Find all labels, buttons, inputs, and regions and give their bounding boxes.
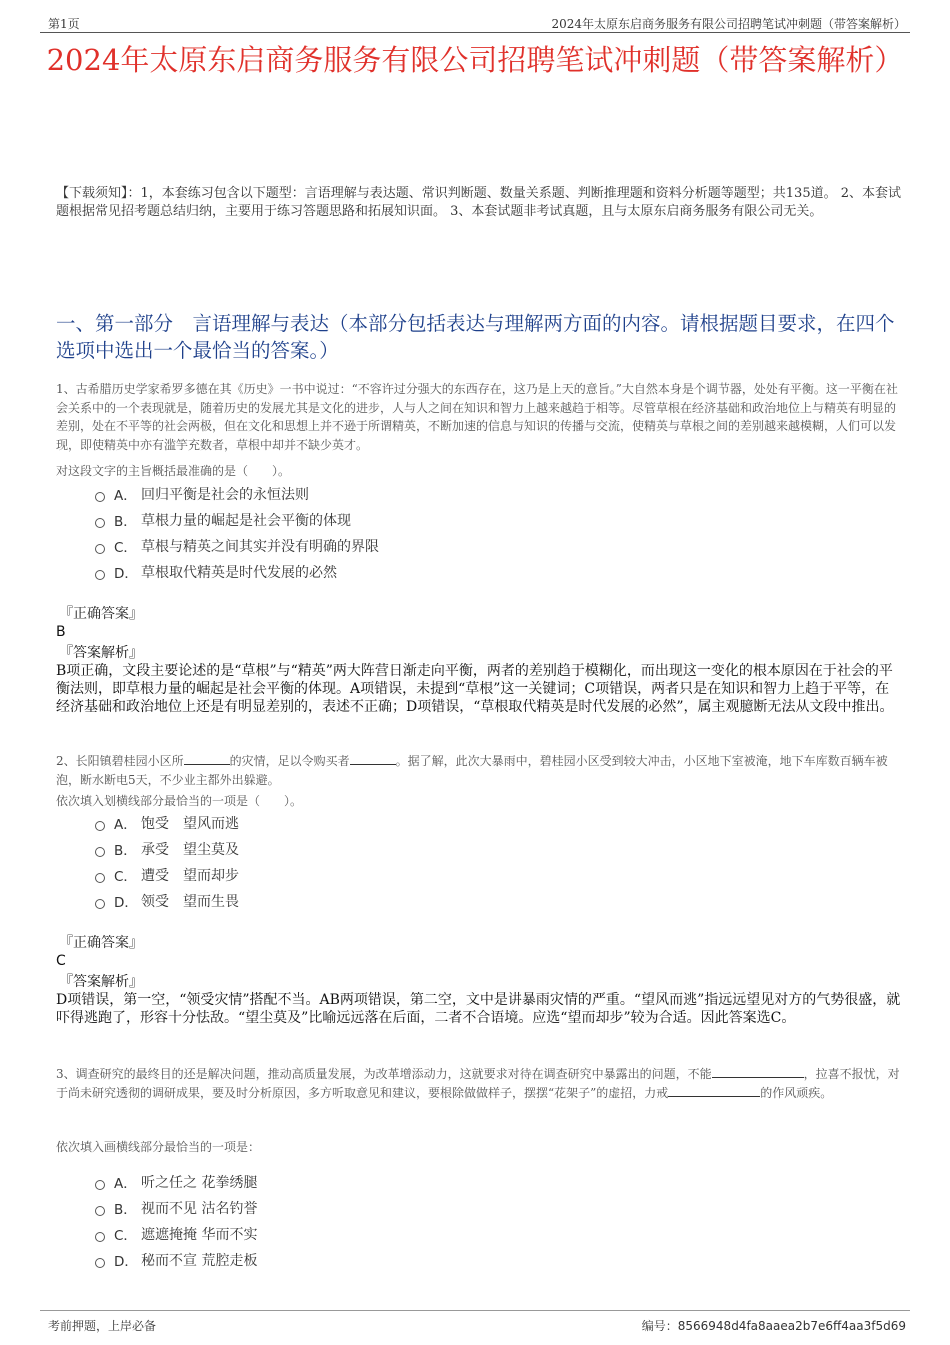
- radio-icon[interactable]: [95, 1232, 105, 1242]
- explanation-label: 『答案解析』: [59, 645, 143, 661]
- radio-icon[interactable]: [95, 873, 105, 883]
- option-d[interactable]: D． 领受 望而生畏: [95, 888, 239, 914]
- explanation-label: 『答案解析』: [59, 974, 143, 990]
- document-title: 2024年太原东启商务服务有限公司招聘笔试冲刺题（带答案解析）: [46, 43, 904, 77]
- question-3-stem: 3、调查研究的最终目的还是解决问题，推动高质量发展，为改革增添动力，这就要求对待在调查研究中暴露出的问题，不能 ，拉喜不报忧，对于尚未研究透彻的调研成果，要及时分析原因，多方听取意见和建议，要根除做做样子，摆摆“花架子”的虚招，力戒 的作风顽疾。: [56, 1067, 900, 1100]
- answer-label: 『正确答案』: [59, 935, 143, 951]
- option-b[interactable]: B． 视而不见 沽名钓誉: [95, 1195, 257, 1221]
- code-label: 编号：: [641, 1319, 678, 1333]
- question-3-options: [95, 1169, 257, 1273]
- radio-icon[interactable]: [95, 899, 105, 909]
- question-2-stem: 2、长阳镇碧桂园小区所 的灾情，足以令购买者 。据了解，此次大暴雨中，碧桂园小区受到较大冲击，小区地下室被淹，地下车库数百辆车被泡，断水断电5天，不少业主都外出躲避。: [56, 754, 888, 787]
- radio-icon[interactable]: [95, 847, 105, 857]
- radio-icon[interactable]: [95, 1206, 105, 1216]
- question-2-explanation: [56, 973, 901, 1027]
- fill-blank: [712, 1065, 804, 1078]
- option-a[interactable]: A． 回归平衡是社会的永恒法则: [95, 481, 379, 507]
- question-1-explanation: [56, 644, 901, 716]
- question-2-prompt: 依次填入划横线部分最恰当的一项是（ ）。: [56, 794, 303, 808]
- option-c[interactable]: C． 遭受 望而却步: [95, 862, 239, 888]
- fill-blank: [350, 752, 396, 765]
- radio-icon[interactable]: [95, 821, 105, 831]
- answer-label: 『正确答案』: [59, 606, 143, 622]
- option-d[interactable]: D． 秘而不宣 荒腔走板: [95, 1247, 257, 1273]
- radio-icon[interactable]: [95, 1258, 105, 1268]
- radio-icon[interactable]: [95, 570, 105, 580]
- radio-icon[interactable]: [95, 518, 105, 528]
- option-a[interactable]: A． 饱受 望风而逃: [95, 810, 239, 836]
- option-b[interactable]: B． 草根力量的崛起是社会平衡的体现: [95, 507, 379, 533]
- page-number: 第1页: [48, 17, 80, 31]
- option-b[interactable]: B． 承受 望尘莫及: [95, 836, 239, 862]
- answer-value: C: [56, 953, 66, 969]
- radio-icon[interactable]: [95, 544, 105, 554]
- question-2-answer: [56, 934, 901, 970]
- question-2-options: [95, 810, 239, 914]
- download-notice: 【下载须知】：1，本套练习包含以下题型：言语理解与表达题、常识判断题、数量关系题、判断推理题和资料分析题等题型；共135道。 2、本套试题根据常见招考题总结归纳，主要用于练习答题思路和拓展知识面。 3、本套试题非考试真题，且与太原东启商务服务有限公司无关。: [56, 186, 901, 219]
- code-value: 8566948d4fa8aaea2b7e6ff4aa3f5d69: [677, 1319, 906, 1333]
- option-a[interactable]: A． 听之任之 花拳绣腿: [95, 1169, 257, 1195]
- question-1-stem: 1、古希腊历史学家希罗多德在其《历史》一书中说过：“不容许过分强大的东西存在，这乃是上天的意旨。”大自然本身是个调节器，处处有平衡。这一平衡在社会关系中的一个表现就是，随着历史的发展尤其是文化的进步，人与人之间在知识和智力上越来越趋于相等。尽管草根在经济基础和政治地位上与精英有明显的差别，处在不平等的社会两极，但在文化和思想上并不逊于所谓精英，不断加速的信息与知识的传播与交流，使精英与草根之间的差别越来越模糊，人们可以发现，即使精英中亦有滥竽充数者，草根中却并不缺少英才。: [56, 382, 898, 452]
- fill-blank: [668, 1084, 760, 1097]
- section-heading: 一、第一部分 言语理解与表达（本部分包括表达与理解两方面的内容。请根据题目要求，在四个选项中选出一个最恰当的答案。）: [56, 312, 895, 362]
- question-1-options: [95, 481, 379, 585]
- question-1-prompt: 对这段文字的主旨概括最准确的是（ ）。: [56, 464, 291, 478]
- footer-slogan: 考前押题，上岸必备: [48, 1319, 157, 1333]
- option-c[interactable]: C． 遮遮掩掩 华而不实: [95, 1221, 257, 1247]
- page-footer: [40, 1310, 910, 1335]
- radio-icon[interactable]: [95, 492, 105, 502]
- explanation-text: D项错误，第一空，“领受灾情”搭配不当。AB两项错误，第二空，文中是讲暴雨灾情的严重。“望风而逃”指远远望见对方的气势很盛，就吓得逃跑了，形容十分怯敌。“望尘莫及”比喻远远落在后面，二者不合语境。应选“望而却步”较为合适。因此答案选C。: [56, 992, 901, 1026]
- footer-code: [642, 1317, 906, 1334]
- option-d[interactable]: D． 草根取代精英是时代发展的必然: [95, 559, 379, 585]
- option-c[interactable]: C． 草根与精英之间其实并没有明确的界限: [95, 533, 379, 559]
- answer-value: B: [56, 624, 66, 640]
- fill-blank: [184, 752, 230, 765]
- header-doc-title: 2024年太原东启商务服务有限公司招聘笔试冲刺题（带答案解析）: [551, 17, 906, 31]
- question-3-prompt: 依次填入画横线部分最恰当的一项是：: [56, 1140, 261, 1154]
- radio-icon[interactable]: [95, 1180, 105, 1190]
- page-header: [40, 12, 910, 33]
- question-1-answer: [56, 605, 901, 641]
- explanation-text: B项正确，文段主要论述的是“草根”与“精英”两大阵营日渐走向平衡，两者的差别趋于模糊化，而出现这一变化的根本原因在于社会的平衡法则，即草根力量的崛起是社会平衡的体现。A项错误，未提到“草根”这一关键词；C项错误，两者只是在知识和智力上趋于平等，在经济基础和政治地位上还是有明显差别的，表述不正确；D项错误，“草根取代精英是时代发展的必然”，属主观臆断无法从文段中推出。: [56, 663, 894, 715]
